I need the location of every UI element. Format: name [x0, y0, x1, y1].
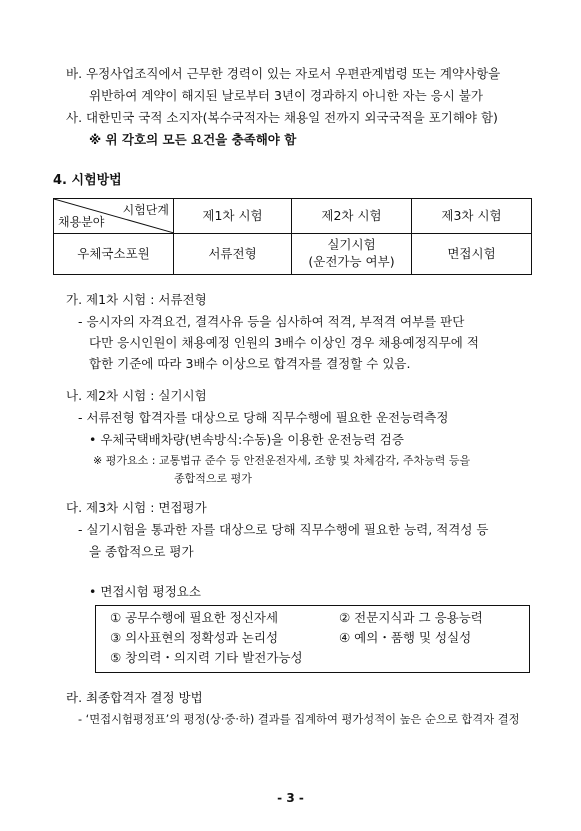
na-line1: - 서류전형 합격자를 대상으로 당해 직무수행에 필요한 운전능력측정	[78, 410, 449, 425]
requirement-ba-line1: 바. 우정사업조직에서 근무한 경력이 있는 자로서 우편관계법령 또는 계약사항을	[66, 66, 501, 81]
table-corner-cell	[54, 199, 174, 234]
interview-criteria-box	[95, 605, 530, 673]
criteria-item-3: ③ 의사표현의 정확성과 논리성	[110, 630, 279, 645]
na-line4: 종합적으로 평가	[174, 472, 252, 485]
ga-heading: 가. 제1차 시험 : 서류전형	[66, 292, 207, 307]
header-stage2: 제2차 시험	[292, 199, 412, 234]
ga-line3: 합한 기준에 따라 3배수 이상으로 합격자를 결정할 수 있음.	[89, 356, 411, 371]
cell-stage3: 면접시험	[412, 234, 532, 275]
criteria-item-4: ④ 예의・품행 및 성실성	[339, 630, 472, 645]
exam-method-table	[53, 198, 532, 275]
corner-label-field: 채용분야	[58, 214, 105, 229]
ga-line2: 다만 응시인원이 채용예정 인원의 3배수 이상인 경우 채용예정직무에 적	[89, 335, 479, 350]
table-row	[54, 234, 532, 275]
page-number: - 3 -	[277, 791, 304, 805]
requirement-ba-line2: 위반하여 계약이 해지된 날로부터 3년이 경과하지 아니한 자는 응시 불가	[89, 88, 483, 103]
criteria-item-5: ⑤ 창의력・의지력 기타 발전가능성	[110, 650, 303, 665]
ga-line1: - 응시자의 자격요건, 결격사유 등을 심사하여 적격, 부적격 여부를 판단	[78, 314, 465, 329]
cell-stage2-line2: (운전가능 여부)	[308, 254, 395, 269]
da-bullet: • 면접시험 평정요소	[89, 584, 201, 599]
da-line1: - 실기시험을 통과한 자를 대상으로 당해 직무수행에 필요한 능력, 적격성 등	[78, 522, 489, 537]
header-stage3: 제3차 시험	[412, 199, 532, 234]
criteria-item-1: ① 공무수행에 필요한 정신자세	[110, 610, 279, 625]
section-title: 4. 시험방법	[53, 173, 122, 188]
table-header-row	[54, 199, 532, 234]
na-heading: 나. 제2차 시험 : 실기시험	[66, 388, 207, 403]
cell-stage1: 서류전형	[174, 234, 292, 275]
requirement-note: ※ 위 각호의 모든 요건을 충족해야 함	[89, 132, 297, 147]
requirement-sa: 사. 대한민국 국적 소지자(복수국적자는 채용일 전까지 외국국적을 포기해야 함)	[66, 110, 498, 125]
da-heading: 다. 제3차 시험 : 면접평가	[66, 500, 207, 515]
cell-stage2	[292, 234, 412, 275]
cell-stage2-line1: 실기시험	[327, 237, 376, 253]
ra-heading: 라. 최종합격자 결정 방법	[66, 690, 203, 705]
cell-field: 우체국소포원	[54, 234, 174, 275]
na-line2: • 우체국택배차량(변속방식:수동)을 이용한 운전능력 검증	[89, 432, 404, 447]
ra-line1: - ‘면접시험평정표’의 평정(상·중·하) 결과를 집계하여 평가성적이 높은 순으로 합격자 결정	[78, 713, 520, 726]
corner-label-stage: 시험단계	[122, 203, 169, 217]
na-line3: ※ 평가요소 : 교통법규 준수 등 안전운전자세, 조향 및 차체감각, 주차능력 등을	[93, 454, 471, 467]
criteria-item-2: ② 전문지식과 그 응용능력	[339, 610, 483, 625]
da-line2: 을 종합적으로 평가	[89, 544, 194, 559]
header-stage1: 제1차 시험	[174, 199, 292, 234]
